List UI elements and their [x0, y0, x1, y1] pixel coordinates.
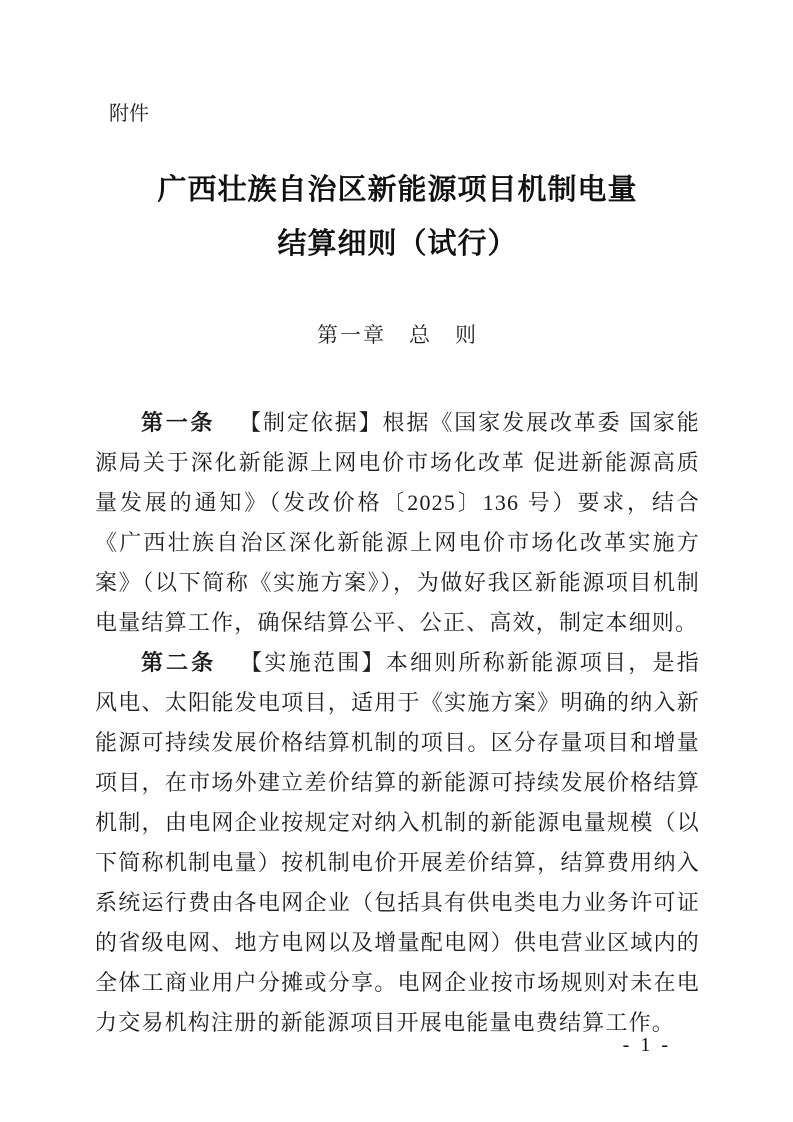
article-2 — [95, 643, 700, 1043]
document-body — [95, 403, 700, 1043]
article-2-tag: 【实施范围】 — [240, 650, 386, 675]
article-1-tag: 【制定依据】 — [239, 410, 383, 435]
article-2-number: 第二条 — [141, 650, 217, 675]
chapter-heading: 第一章 总 则 — [317, 323, 478, 347]
article-2-text: 本细则所称新能源项目，是指风电、太阳能发电项目，适用于《实施方案》明确的纳入新能源可持续发展价格结算机制的项目。区分存量项目和增量项目，在市场外建立差价结算的新能源可持续发展价格结算机制，由电网企业按规定对纳入机制的新能源电量规模（以下简称机制电量）按机制电价开展差价结算，结算费用纳入系统运行费由各电网企业（包括具有供电类电力业务许可证的省级电网、地方电网以及增量配电网）供电营业区域内的全体工商业用户分摊或分享。电网企业按市场规则对未在电力交易机构注册的新能源项目开展电能量电费结算工作。 — [95, 650, 700, 1035]
article-1 — [95, 403, 700, 643]
article-1-text: 根据《国家发展改革委 国家能源局关于深化新能源上网电价市场化改革 促进新能源高质量发展的通知》（发改价格〔2025〕136 号）要求，结合《广西壮族自治区深化新能源上网电价市场化改革实施方案》（以下简称《实施方案》），为做好我区新能源项目机制电量结算工作，确保结算公平、公正、高效，制定本细则。 — [95, 410, 700, 635]
document-title-line-2: 结算细则（试行） — [277, 228, 518, 260]
attachment-label: 附件 — [109, 103, 149, 125]
document-title — [95, 163, 700, 271]
page-number: - 1 - — [622, 1034, 671, 1056]
article-1-number: 第一条 — [141, 410, 216, 435]
document-title-line-1: 广西壮族自治区新能源项目机制电量 — [157, 174, 638, 206]
